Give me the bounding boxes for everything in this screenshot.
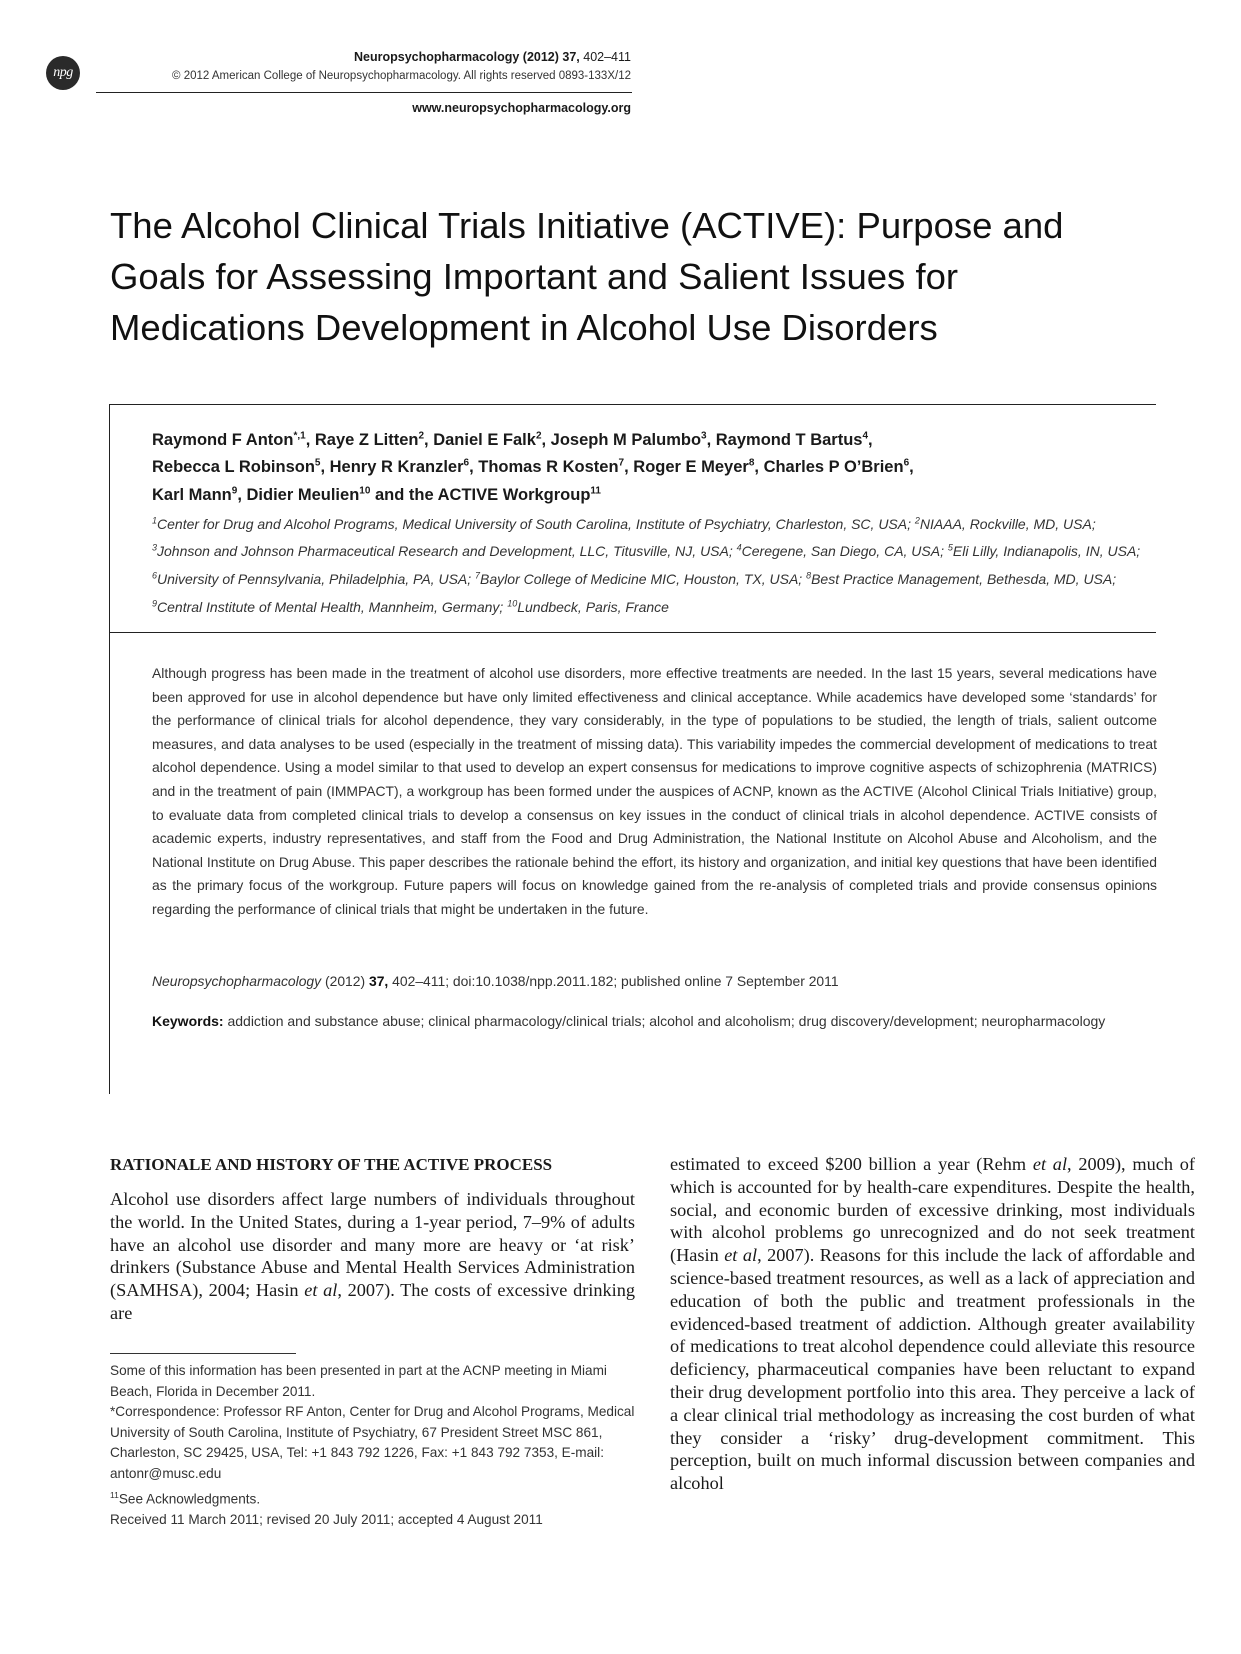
body-column-left: Alcohol use disorders affect large numbers of individuals throughout the world. In the United States, during a 1-year period, 7–9% of adults have an alcohol use disorder and many more are heavy or ‘at risk’ drinkers (Substance Abuse and Mental Health Services Administration (SAMHSA), 2004; Hasin et al, 2007). The costs of excessive drinking are	[110, 1189, 636, 1323]
abstract-text: Although progress has been made in the treatment of alcohol use disorders, more effective treatments are needed. In the last 15 years, several medications have been approved for use in alcohol dependence but have only limited effectiveness and clinical acceptance. While academics have developed some ‘standards’ for the performance of clinical trials for alcohol dependence, they vary considerably, in the type of populations to be studied, the length of trials, salient outcome measures, and data analyses to be used (especially in the treatment of missing data). This variability impedes the commercial development of medications to treat alcohol dependence. Using a model similar to that used to develop an expert consensus for medications to improve cognitive aspects of schizophrenia (MATRICS) and in the treatment of pain (IMMPACT), a workgroup has been formed under the auspices of ACNP, known as the ACTIVE (Alcohol Clinical Trials Initiative) group, to evaluate data from completed clinical trials to develop a consensus on key issues in the conduct of clinical trials in alcohol dependence. ACTIVE consists of academic experts, industry representatives, and staff from the Food and Drug Administration, the National Institute on Alcohol Abuse and Alcoholism, and the National Institute on Drug Abuse. This paper describes the rationale behind the effort, its history and organization, and initial key questions that have been identified as the primary focus of the workgroup. Future papers will focus on knowledge gained from the re-analysis of completed trials and provide consensus opinions regarding the performance of clinical trials that might be undertaken in the future.	[152, 665, 1157, 917]
footnote-received-dates: Received 11 March 2011; revised 20 July 2011; accepted 4 August 2011	[110, 1511, 543, 1527]
affiliation: $^{10}$Lundbeck, Paris, France	[507, 597, 669, 615]
affiliation: $^8$Best Practice Management, Bethesda, MD, USA;	[806, 570, 1117, 587]
author: Joseph M Palumbo$^3$,	[550, 430, 716, 449]
author: Thomas R Kosten$^7$,	[478, 457, 634, 476]
author: Roger E Meyer$^8$,	[633, 457, 764, 476]
npg-logo: npg	[46, 56, 80, 90]
author: Raye Z Litten$^2$,	[314, 430, 434, 449]
author: Rebecca L Robinson$^5$,	[152, 457, 330, 476]
author-box-top-rule	[109, 404, 1156, 405]
affiliation: $^2$NIAAA, Rockville, MD, USA;	[914, 515, 1096, 532]
citation-volume: 37,	[368, 973, 389, 989]
keywords-label: Keywords:	[152, 1013, 224, 1029]
journal-name: Neuropsychopharmacology (2012) 37,	[354, 50, 580, 64]
citation-year: (2012)	[321, 973, 369, 989]
affiliation: $^4$Ceregene, San Diego, CA, USA;	[736, 542, 948, 560]
footnotes	[110, 1361, 635, 1530]
section-heading: RATIONALE AND HISTORY OF THE ACTIVE PROCESS	[110, 1155, 553, 1174]
author-list	[152, 424, 1152, 507]
abstract-divider	[109, 632, 1156, 633]
header-divider	[96, 92, 632, 93]
journal-reference	[354, 50, 631, 64]
journal-website-link[interactable]: www.neuropsychopharmacology.org	[412, 101, 631, 115]
citation-line	[152, 973, 1157, 989]
footnote-acknowledgments: $^{11}$See Acknowledgments.	[110, 1489, 261, 1507]
affiliation: $^9$Central Institute of Mental Health, Mannheim, Germany;	[152, 597, 508, 615]
author: Didier Meulien$^{10}$ and	[246, 485, 409, 504]
journal-pages: 402–411	[579, 50, 631, 64]
affiliation: $^3$Johnson and Johnson Pharmaceutical Research and Development, LLC, Titusville, NJ, USA;	[152, 542, 737, 560]
article-title: The Alcohol Clinical Trials Initiative (ACTIVE): Purpose and Goals for Assessing Important and Salient Issues for Medications Development in Alcohol Use Disorders	[110, 205, 1064, 348]
author: the ACTIVE Workgroup$^{11}$	[408, 485, 601, 504]
author: Charles P O’Brien$^6$,	[763, 457, 914, 476]
affiliation: $^7$Baylor College of Medicine MIC, Houston, TX, USA;	[475, 570, 807, 587]
affiliation: $^1$Center for Drug and Alcohol Programs, Medical University of South Carolina, Institute of Psychiatry, Charleston, SC, USA;	[152, 515, 915, 532]
author: Karl Mann$^9$,	[152, 485, 247, 504]
author: Raymond T Bartus$^4$,	[715, 430, 873, 449]
affiliation: $^5$Eli Lilly, Indianapolis, IN, USA;	[947, 542, 1141, 560]
author: Raymond F Anton$^{*,1}$,	[152, 430, 315, 449]
footnote-divider	[110, 1353, 296, 1354]
affiliation: $^6$University of Pennsylvania, Philadelphia, PA, USA;	[152, 570, 476, 587]
citation-journal: Neuropsychopharmacology	[152, 973, 322, 989]
author: Daniel E Falk$^2$,	[433, 430, 551, 449]
keywords	[152, 1010, 1157, 1033]
citation-details: 402–411; doi:10.1038/npp.2011.182; published online 7 September 2011	[388, 973, 839, 989]
footnote-correspondence: *Correspondence: Professor RF Anton, Center for Drug and Alcohol Programs, Medical University of South Carolina, Institute of Psychiatry, 67 President Street MSC 861, Charleston, SC 29425, USA, Tel: +1 843 792 1226, Fax: +1 843 792 7353, E-mail: antonr@musc.edu	[110, 1404, 635, 1481]
author: Henry R Kranzler$^6$,	[329, 457, 479, 476]
affiliation-list	[152, 508, 1157, 619]
author-box-left-rule	[109, 404, 110, 1094]
keywords-list: addiction and substance abuse; clinical pharmacology/clinical trials; alcohol and alcoholism; drug discovery/development; neuropharmacology	[223, 1013, 1106, 1029]
copyright-notice: © 2012 American College of Neuropsychopharmacology. All rights reserved 0893-133X/12	[172, 70, 631, 82]
footnote-presentation: Some of this information has been presented in part at the ACNP meeting in Miami Beach, Florida in December 2011.	[110, 1363, 607, 1399]
body-column-right: estimated to exceed $200 billion a year (Rehm et al, 2009), much of which is accounted for by health-care expenditures. Despite the health, social, and economic burden of excessive drinking, most individuals with alcohol problems go unrecognized and do not seek treatment (Hasin et al, 2007). Reasons for this include the lack of affordable and science-based treatment resources, as well as a lack of appreciation and education of both the public and treatment professionals in the evidenced-based treatment of addiction. Although greater availability of medications to treat alcohol dependence could alleviate this resource deficiency, pharmaceutical companies have been reluctant to expand their drug development portfolio into this area. They perceive a lack of a clear clinical trial methodology as increasing the cost burden of what they consider a ‘risky’ drug-development commitment. This perception, built on much informal discussion between companies and alcohol	[670, 1154, 1196, 1494]
